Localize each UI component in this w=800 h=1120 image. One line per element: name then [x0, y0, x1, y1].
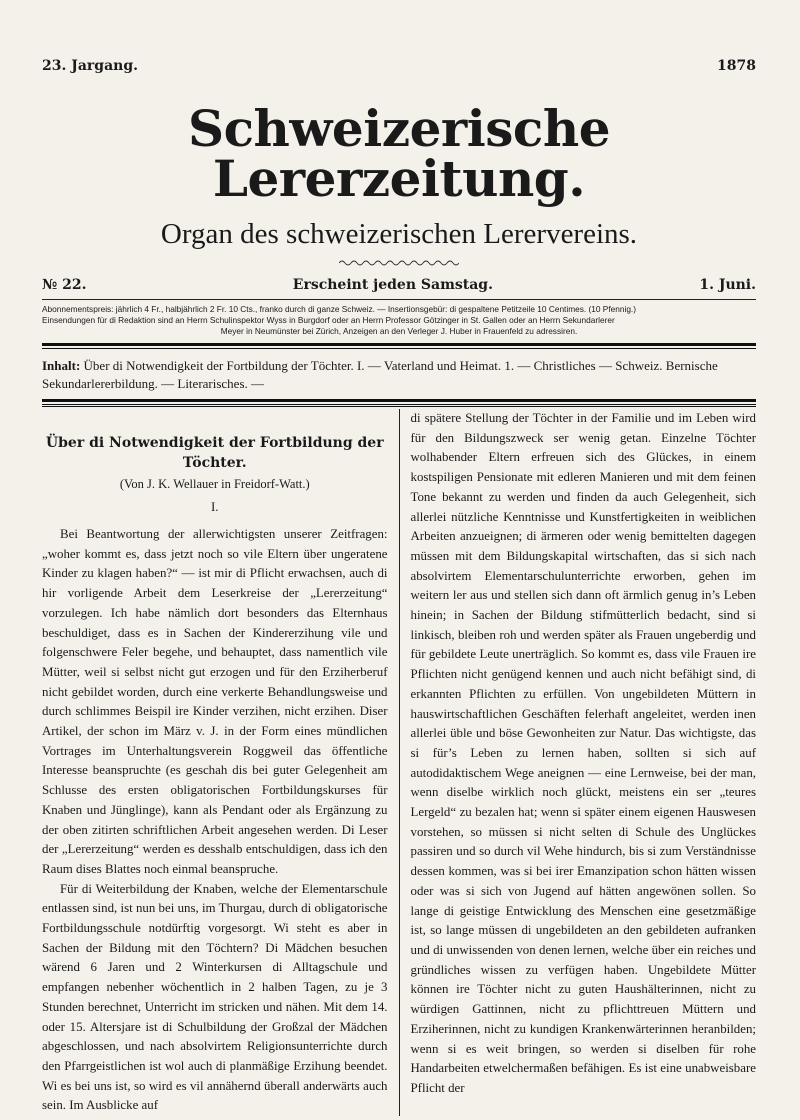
subscription-info: [42, 300, 756, 343]
subscription-line-3: Meyer in Neumünster bei Zürich, Anzeigen an den Verleger J. Huber in Frauenfeld zu adressiren.: [220, 326, 578, 336]
masthead-subtitle: Organ des schweizerischen Lerervereins.: [160, 218, 638, 250]
masthead-title: Schweizerische Lererzeitung.: [187, 99, 611, 208]
issue-number: № 22.: [42, 277, 87, 293]
contents-label: Inhalt:: [42, 358, 81, 373]
left-column: [42, 409, 400, 1116]
year-label: 1878: [717, 58, 756, 74]
table-of-contents: [42, 349, 756, 399]
section-number: I.: [210, 499, 219, 514]
article-title: Über di Notwendigkeit der Fortbildung der Töchter.: [45, 435, 384, 471]
contents-text: Über di Notwendigkeit der Fortbildung der Töchter. I. — Vaterland und Heimat. 1. — Christliches — Schweiz. Bernische Sekundarlererbildung. — Literarisches. —: [42, 358, 718, 391]
issue-date: 1. Juni.: [699, 277, 756, 293]
divider-rule: [42, 399, 756, 402]
top-line: [42, 58, 756, 80]
paragraph: di spätere Stellung der Töchter in der Familie und im Leben wird für den Bildungszweck ser wenig getan. Einzelne Töchter wolhabender Eltern erfreuen sich des Glückes, in einem kostspiligen Pensionate mit edleren Manieren und mit dem feinen Tone bekannt zu werden und finden da auch Gelegenheit, sich allerlei nützliche Kenntnisse und Kunstfertigkeiten in weiblichen Arbeiten anzueignen; di ärmeren oder wenig bemittelten dagegen müssen mit dem Bildungskapital wirtschaften, das si sich nach absolvirtem Elementarschulunterrichte erworben, gehen im weitern ler aus und stellen sich dann oft ärmlich genug in’s Leben hinein; in Sachen der Bildung stifmütterlich bedacht, sind si linkisch, bleiben roh und werden später als Frauen ungeberdig und für gebildete Leute unerträglich. So kommt es, dass vile Frauen ire Pflichten nicht genügend kennen und auch nicht befähigt sind, di erkannten Pflichten zu erfüllen. Von ungebildeten Müttern in hauswirtschaftlichen Geschäften felerhaft angeleitet, werden inen allerlei üble und böse Gewonheiten zur Natur. Das wichtigste, das si für’s Leben zu lernen haben, sollten si sich auf autodidaktischem Wege aneignen — eine Lernweise, bei der man, wenn diselbe wirklich noch glückt, meistens ein ser „teures Lergeld“ zu bezalen hat; wenn si später einem eigenen Hauswesen vorstehen, so müssen si nicht selten di Schule des Unglückes passiren und so durch vil Wehe hindurch, bis si zum Verständnisse dessen kommen, was si bei irer Emanzipation schon hätten wissen oder was si sich von Jugend auf hätten angewönen sollen. So lange di geistige Entwicklung des Menschen eine gesetzmäßige ist, so lange müssen di ungebildeten an den gebildeten aufranken und di unwissenden von denen lernen, welche über ein reiches und gründliches wissen zu verfügen haben. Ungebildete Mütter können ire Töchter nicht zu guten Haushälterinnen, nicht zu würdigen Gattinnen, nicht zu pflichttreuen Müttern und Erziherinnen, nicht zu kundigen Krankenwärterinnen heranbilden; wenn si es weit bringen, so werden si diselben für rohe Handarbeiten etwelchermaßen befähigen. Es ist eine unabweisbare Pflicht der: [410, 411, 756, 1095]
volume-label: 23. Jargang.: [42, 58, 139, 74]
right-column: [400, 409, 757, 1116]
ornament-squiggle: [339, 259, 459, 267]
divider-rule: [42, 343, 756, 346]
issue-line: [42, 277, 756, 300]
article-columns: [42, 404, 756, 1116]
paragraph: Bei Beantwortung der allerwichtigsten unserer Zeitfragen: „woher kommt es, dass jetzt noch so vile Eltern über ungeratene Kinder zu klagen haben?“ — ist mir di Pflicht erwachsen, auch di hir vorligende Arbeit dem Leserkreise der „Lererzeitung“ vorzulegen. Ich habe nämlich dort besonders das Elternhaus beschuldiget, dass es in Sachen der Kindererzihung vile und folgenschwere Feler begehe, und behauptet, dass namentlich vile Mütter, weil si selbst nicht gut erzogen und für den Erziherberuf nicht gebildet worden, durch eine verkerte Behandlungsweise und durch schlimmes Beispil ire Kinder verzihen, nicht erzihen. Diser Artikel, der schon im März v. J. in der Form eines mündlichen Vortrages im Unterhaltungsverein Roggweil das öffentliche Interesse beanspruchte (es geschah dis bei guter Gelegenheit am Schlusse des ersten obligatorischen Fortbildungskurses für Knaben und Jünglinge), kann als Pendant oder als Ergänzung zu der oben zitirten schriftlichen Arbeit angesehen werden. Di Leser der „Lererzeitung“ werden es desshalb entschuldigen, dass ich den Raum dises Blattes noch einmal beanspruche.: [42, 527, 388, 876]
newspaper-page: [42, 58, 756, 1116]
issue-frequency: Erscheint jeden Samstag.: [292, 277, 493, 293]
subscription-line-2: Einsendungen für di Redaktion sind an Herrn Schulinspektor Wyss in Burgdorf oder an Herrn Professor Götzinger in St. Gallen oder an Herrn Sekundarlerer: [42, 315, 615, 325]
paragraph: Für di Weiterbildung der Knaben, welche der Elementarschule entlassen sind, ist nun bei uns, im Thurgau, durch di obligatorische Fortbildungsschule notdürftig vorgesorgt. Wi steht es aber in Sachen der Bildung mit den Töchtern? Di Mädchen besuchen wärend 6 Jaren und 2 Winterkursen di Alltagschule und empfangen nebenher wöchentlich in 2 halben Tagen, zu je 3 Stunden berechnet, Unterricht im stricken und nähen. Mit dem 14. oder 15. Altersjare ist di Schulbildung der Großzal der Mädchen abgeschlossen, und nach absolvirtem Religionsunterrichte durch den Pfarrgeistlichen ist wol auch di planmäßige Erzihung beendet. Wi es bei uns ist, so wird es vil annähernd überall anderwärts auch sein. Im Ausblicke auf: [42, 881, 388, 1113]
subscription-line-1: Abonnementspreis: jährlich 4 Fr., halbjährlich 2 Fr. 10 Cts., franko durch di ganze Schweiz. — Insertionsgebür: di gespaltene Petitzeile 10 Centimes. (10 Pfennig.): [42, 304, 636, 314]
article-byline: (Von J. K. Wellauer in Freidorf-Watt.): [119, 477, 310, 491]
